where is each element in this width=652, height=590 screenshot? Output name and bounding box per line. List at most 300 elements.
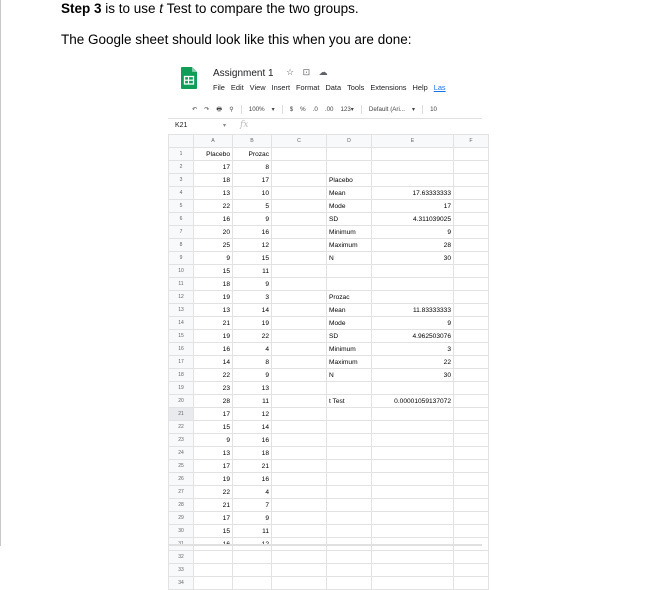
select-all-corner[interactable] [169,135,194,148]
cell-d[interactable]: Maximum [327,239,372,252]
cell-e[interactable] [372,473,454,486]
cell-d[interactable]: Mode [327,317,372,330]
cell-e[interactable]: 9 [372,317,454,330]
cell-f[interactable] [454,278,489,291]
cell-f[interactable] [454,252,489,265]
cell-c[interactable] [272,473,327,486]
cell-d[interactable]: Maximum [327,356,372,369]
row-number[interactable]: 20 [169,395,194,408]
cell-b[interactable]: 11 [233,525,272,538]
cell-d[interactable] [327,434,372,447]
cell-f[interactable] [454,213,489,226]
cell-a[interactable]: 18 [194,174,233,187]
cell-f[interactable] [454,486,489,499]
cell-b[interactable]: 4 [233,343,272,356]
cell-a[interactable]: 15 [194,525,233,538]
cell-f[interactable] [454,239,489,252]
cell-e[interactable] [372,499,454,512]
cell-f[interactable] [454,434,489,447]
cell-d[interactable] [327,382,372,395]
table-row [169,434,489,447]
cell-e[interactable]: 0.00001059137072 [372,395,454,408]
cell-c[interactable] [272,564,327,577]
cell-c[interactable] [272,161,327,174]
cell-a[interactable]: 13 [194,304,233,317]
cell-e[interactable] [372,512,454,525]
cell-c[interactable] [272,369,327,382]
table-row [169,200,489,213]
table-row [169,564,489,577]
cell-e[interactable] [372,460,454,473]
cell-f[interactable] [454,161,489,174]
cell-f[interactable] [454,200,489,213]
menu-view[interactable]: View [249,83,266,92]
cell-b[interactable]: 3 [233,291,272,304]
cell-c[interactable] [272,577,327,590]
table-row [169,239,489,252]
zoom-dropdown-icon[interactable]: ▾ [271,106,275,113]
cell-c[interactable] [272,512,327,525]
cell-f[interactable] [454,343,489,356]
cell-b[interactable]: 14 [233,421,272,434]
table-row [169,343,489,356]
instruction-line-2: The Google sheet should look like this when you are done: [61,32,412,47]
cell-e[interactable] [372,382,454,395]
row-number[interactable]: 29 [169,512,194,525]
cell-c[interactable] [272,551,327,564]
cell-b[interactable]: 10 [233,187,272,200]
cell-f[interactable] [454,395,489,408]
cell-a[interactable]: 13 [194,447,233,460]
cell-e[interactable]: 17.63333333 [372,187,454,200]
cell-a[interactable]: 20 [194,226,233,239]
row-number[interactable]: 23 [169,434,194,447]
cell-b[interactable]: 13 [233,382,272,395]
cell-d[interactable] [327,161,372,174]
row-number[interactable]: 21 [169,408,194,421]
cell-a[interactable]: 9 [194,252,233,265]
menu-data[interactable]: Data [325,83,342,92]
cell-c[interactable] [272,460,327,473]
cell-a[interactable]: 17 [194,460,233,473]
cell-f[interactable] [454,291,489,304]
cell-e[interactable]: 4.311039025 [372,213,454,226]
cell-c[interactable] [272,499,327,512]
cell-a[interactable] [194,577,233,590]
name-box-dropdown-icon[interactable]: ▾ [223,123,227,129]
cell-c[interactable] [272,148,327,161]
cell-f[interactable] [454,408,489,421]
cell-d[interactable] [327,265,372,278]
cell-a[interactable]: 16 [194,343,233,356]
cell-e[interactable] [372,577,454,590]
column-header-d[interactable]: D [327,135,372,148]
toolbar-separator [361,105,362,114]
table-row [169,512,489,525]
row-number[interactable]: 2 [169,161,194,174]
cell-f[interactable] [454,187,489,200]
cell-e[interactable] [372,161,454,174]
cell-b[interactable] [233,564,272,577]
cell-e[interactable] [372,421,454,434]
table-row [169,499,489,512]
row-number[interactable]: 28 [169,499,194,512]
cell-b[interactable]: 11 [233,265,272,278]
table-row [169,447,489,460]
cell-b[interactable]: 12 [233,239,272,252]
cell-c[interactable] [272,200,327,213]
table-row [169,174,489,187]
cell-d[interactable] [327,460,372,473]
cell-c[interactable] [272,304,327,317]
table-row [169,486,489,499]
cell-b[interactable] [233,551,272,564]
row-number[interactable]: 14 [169,317,194,330]
sheet-bottom-edge [168,544,482,546]
cell-a[interactable]: 13 [194,187,233,200]
row-number[interactable]: 17 [169,356,194,369]
cell-d[interactable]: Prozac [327,291,372,304]
cell-f[interactable] [454,226,489,239]
cell-b[interactable]: 21 [233,460,272,473]
cell-d[interactable] [327,499,372,512]
percent-button[interactable]: % [300,106,306,113]
zoom-select[interactable]: 100% [248,106,265,113]
cell-b[interactable]: 14 [233,304,272,317]
name-box[interactable]: K21 [175,122,188,129]
cell-f[interactable] [454,174,489,187]
row-number[interactable]: 32 [169,551,194,564]
table-row [169,369,489,382]
cell-a[interactable]: 25 [194,239,233,252]
row-number[interactable]: 16 [169,343,194,356]
cell-e[interactable] [372,564,454,577]
row-number[interactable]: 9 [169,252,194,265]
cell-b[interactable]: 8 [233,161,272,174]
cell-d[interactable] [327,473,372,486]
row-number[interactable]: 30 [169,525,194,538]
cell-e[interactable]: 9 [372,226,454,239]
column-header-c[interactable]: C [272,135,327,148]
row-number[interactable]: 6 [169,213,194,226]
cell-a[interactable]: 19 [194,330,233,343]
row-number[interactable]: 4 [169,187,194,200]
currency-button[interactable]: $ [289,106,294,113]
cell-b[interactable]: 5 [233,200,272,213]
cell-b[interactable]: 9 [233,278,272,291]
cell-f[interactable] [454,304,489,317]
cell-c[interactable] [272,317,327,330]
redo-icon[interactable]: ↷ [204,106,210,113]
cell-e[interactable]: 11.83333333 [372,304,454,317]
cell-a[interactable]: 14 [194,356,233,369]
row-number[interactable]: 24 [169,447,194,460]
cell-d[interactable]: SD [327,330,372,343]
cell-c[interactable] [272,226,327,239]
cell-a[interactable]: Placebo [194,148,233,161]
cell-e[interactable] [372,174,454,187]
table-row [169,577,489,590]
cell-d[interactable] [327,551,372,564]
cell-d[interactable] [327,577,372,590]
cell-a[interactable]: 21 [194,317,233,330]
cell-d[interactable]: N [327,369,372,382]
row-number[interactable]: 11 [169,278,194,291]
cell-a[interactable]: 19 [194,473,233,486]
cell-f[interactable] [454,317,489,330]
star-move-cloud-icons[interactable]: ☆ ⊡ ☁ [286,67,331,77]
cell-f[interactable] [454,330,489,343]
cell-f[interactable] [454,512,489,525]
cell-c[interactable] [272,434,327,447]
cell-e[interactable]: 28 [372,239,454,252]
row-number[interactable]: 18 [169,369,194,382]
cell-f[interactable] [454,577,489,590]
cell-e[interactable] [372,278,454,291]
cell-b[interactable]: 17 [233,174,272,187]
cell-d[interactable] [327,447,372,460]
cell-e[interactable] [372,434,454,447]
cell-d[interactable] [327,525,372,538]
cell-e[interactable]: 4.962503076 [372,330,454,343]
cell-f[interactable] [454,447,489,460]
cell-a[interactable]: 23 [194,382,233,395]
table-row [169,291,489,304]
row-number[interactable]: 1 [169,148,194,161]
cell-e[interactable]: 30 [372,252,454,265]
cell-b[interactable]: 7 [233,499,272,512]
cell-a[interactable]: 22 [194,369,233,382]
cell-c[interactable] [272,213,327,226]
cell-d[interactable]: Mean [327,304,372,317]
column-header-f[interactable]: F [454,135,489,148]
cell-f[interactable] [454,460,489,473]
cell-e[interactable] [372,291,454,304]
cell-a[interactable]: 28 [194,395,233,408]
column-header-b[interactable]: B [233,135,272,148]
row-number[interactable]: 12 [169,291,194,304]
cell-c[interactable] [272,291,327,304]
cell-b[interactable]: 18 [233,447,272,460]
toolbar-separator [422,105,423,114]
menu-insert[interactable]: Insert [271,83,291,92]
table-row [169,421,489,434]
toolbar-separator [241,105,242,114]
cell-c[interactable] [272,239,327,252]
font-dropdown-icon[interactable]: ▾ [412,106,416,113]
cell-c[interactable] [272,421,327,434]
cell-a[interactable]: 9 [194,434,233,447]
cell-e[interactable] [372,486,454,499]
cell-b[interactable]: 22 [233,330,272,343]
cell-b[interactable] [233,577,272,590]
cell-c[interactable] [272,382,327,395]
cell-f[interactable] [454,265,489,278]
toolbar [192,104,444,115]
print-icon[interactable]: 🖶 [216,106,223,113]
table-row [169,278,489,291]
cell-e[interactable] [372,551,454,564]
undo-icon[interactable]: ↶ [192,106,198,113]
cell-f[interactable] [454,473,489,486]
cell-f[interactable] [454,356,489,369]
table-row [169,473,489,486]
cell-f[interactable] [454,421,489,434]
cell-f[interactable] [454,551,489,564]
cell-d[interactable]: Mode [327,200,372,213]
cell-d[interactable]: SD [327,213,372,226]
menu-format[interactable]: Format [296,83,320,92]
cell-b[interactable]: 8 [233,356,272,369]
menu-edit[interactable]: Edit [230,83,244,92]
row-number[interactable]: 10 [169,265,194,278]
row-number[interactable]: 26 [169,473,194,486]
cell-e[interactable] [372,525,454,538]
row-number[interactable]: 27 [169,486,194,499]
document-title[interactable]: Assignment 1 [213,68,274,79]
cell-d[interactable] [327,278,372,291]
cell-e[interactable] [372,148,454,161]
menu-tools[interactable]: Tools [347,83,365,92]
cell-c[interactable] [272,330,327,343]
last-edit-link[interactable]: Las [433,83,446,92]
row-number[interactable]: 15 [169,330,194,343]
step-instruction [61,1,359,16]
cell-a[interactable]: 19 [194,291,233,304]
cell-a[interactable]: 18 [194,278,233,291]
menu-extensions[interactable]: Extensions [370,83,407,92]
step-text-2: Test to compare the two groups. [163,1,359,16]
paint-format-icon[interactable]: ⚲ [229,106,234,113]
cell-c[interactable] [272,278,327,291]
cell-d[interactable]: Minimum [327,226,372,239]
table-row [169,525,489,538]
cell-a[interactable]: 15 [194,265,233,278]
cell-b[interactable]: 4 [233,486,272,499]
cell-d[interactable] [327,512,372,525]
cell-b[interactable]: 12 [233,408,272,421]
table-row [169,161,489,174]
cell-e[interactable]: 17 [372,200,454,213]
font-select[interactable]: Default (Ari... [368,106,405,113]
cell-a[interactable] [194,551,233,564]
row-number[interactable]: 22 [169,421,194,434]
cell-a[interactable]: 15 [194,421,233,434]
decrease-decimal-button[interactable]: .0 [312,106,318,113]
cell-f[interactable] [454,564,489,577]
cell-e[interactable]: 22 [372,356,454,369]
cell-c[interactable] [272,395,327,408]
row-number[interactable]: 8 [169,239,194,252]
table-row [169,395,489,408]
row-number[interactable]: 19 [169,382,194,395]
cell-d[interactable]: Mean [327,187,372,200]
cell-d[interactable] [327,421,372,434]
cell-d[interactable] [327,564,372,577]
cell-d[interactable]: Placebo [327,174,372,187]
cell-f[interactable] [454,525,489,538]
more-formats-button[interactable]: 123▾ [340,106,354,113]
cell-a[interactable]: 17 [194,512,233,525]
cell-b[interactable]: 16 [233,473,272,486]
cell-b[interactable]: 9 [233,512,272,525]
cell-f[interactable] [454,499,489,512]
cell-b[interactable]: 15 [233,252,272,265]
cell-b[interactable]: 11 [233,395,272,408]
cell-c[interactable] [272,343,327,356]
cell-c[interactable] [272,187,327,200]
cell-a[interactable]: 22 [194,200,233,213]
cell-f[interactable] [454,382,489,395]
row-number[interactable]: 34 [169,577,194,590]
cell-e[interactable] [372,447,454,460]
cell-b[interactable]: 16 [233,434,272,447]
cell-d[interactable] [327,148,372,161]
cell-e[interactable]: 30 [372,369,454,382]
cell-f[interactable] [454,148,489,161]
cell-a[interactable]: 22 [194,486,233,499]
cell-b[interactable]: 16 [233,226,272,239]
step-italic-t: t [159,1,164,16]
cell-a[interactable]: 21 [194,499,233,512]
cell-c[interactable] [272,525,327,538]
table-row [169,226,489,239]
column-header-e[interactable]: E [372,135,454,148]
cell-a[interactable] [194,564,233,577]
cell-d[interactable]: N [327,252,372,265]
table-row [169,317,489,330]
cell-e[interactable] [372,265,454,278]
cell-c[interactable] [272,252,327,265]
row-number[interactable]: 3 [169,174,194,187]
cell-d[interactable]: t Test [327,395,372,408]
menu-file[interactable]: File [213,83,225,92]
font-size-input[interactable]: 10 [430,106,437,113]
row-number[interactable]: 25 [169,460,194,473]
cell-a[interactable]: 17 [194,161,233,174]
row-number[interactable]: 33 [169,564,194,577]
cell-d[interactable]: Minimum [327,343,372,356]
cell-a[interactable]: 16 [194,213,233,226]
cell-f[interactable] [454,369,489,382]
row-number[interactable]: 13 [169,304,194,317]
step-label: Step 3 [61,1,102,16]
cell-b[interactable]: 9 [233,369,272,382]
cell-e[interactable] [372,408,454,421]
cell-c[interactable] [272,447,327,460]
column-header-row [169,135,489,148]
cell-d[interactable] [327,408,372,421]
menu-help[interactable]: Help [412,83,428,92]
cell-c[interactable] [272,486,327,499]
toolbar-separator [282,105,283,114]
cell-c[interactable] [272,356,327,369]
cell-b[interactable]: 9 [233,213,272,226]
cell-c[interactable] [272,174,327,187]
cell-c[interactable] [272,408,327,421]
cell-b[interactable]: 19 [233,317,272,330]
column-header-a[interactable]: A [194,135,233,148]
table-row [169,330,489,343]
cell-c[interactable] [272,265,327,278]
row-number[interactable]: 5 [169,200,194,213]
row-number[interactable]: 7 [169,226,194,239]
cell-b[interactable]: Prozac [233,148,272,161]
cell-a[interactable]: 17 [194,408,233,421]
cell-e[interactable]: 3 [372,343,454,356]
increase-decimal-button[interactable]: .00 [324,106,334,113]
cell-d[interactable] [327,486,372,499]
